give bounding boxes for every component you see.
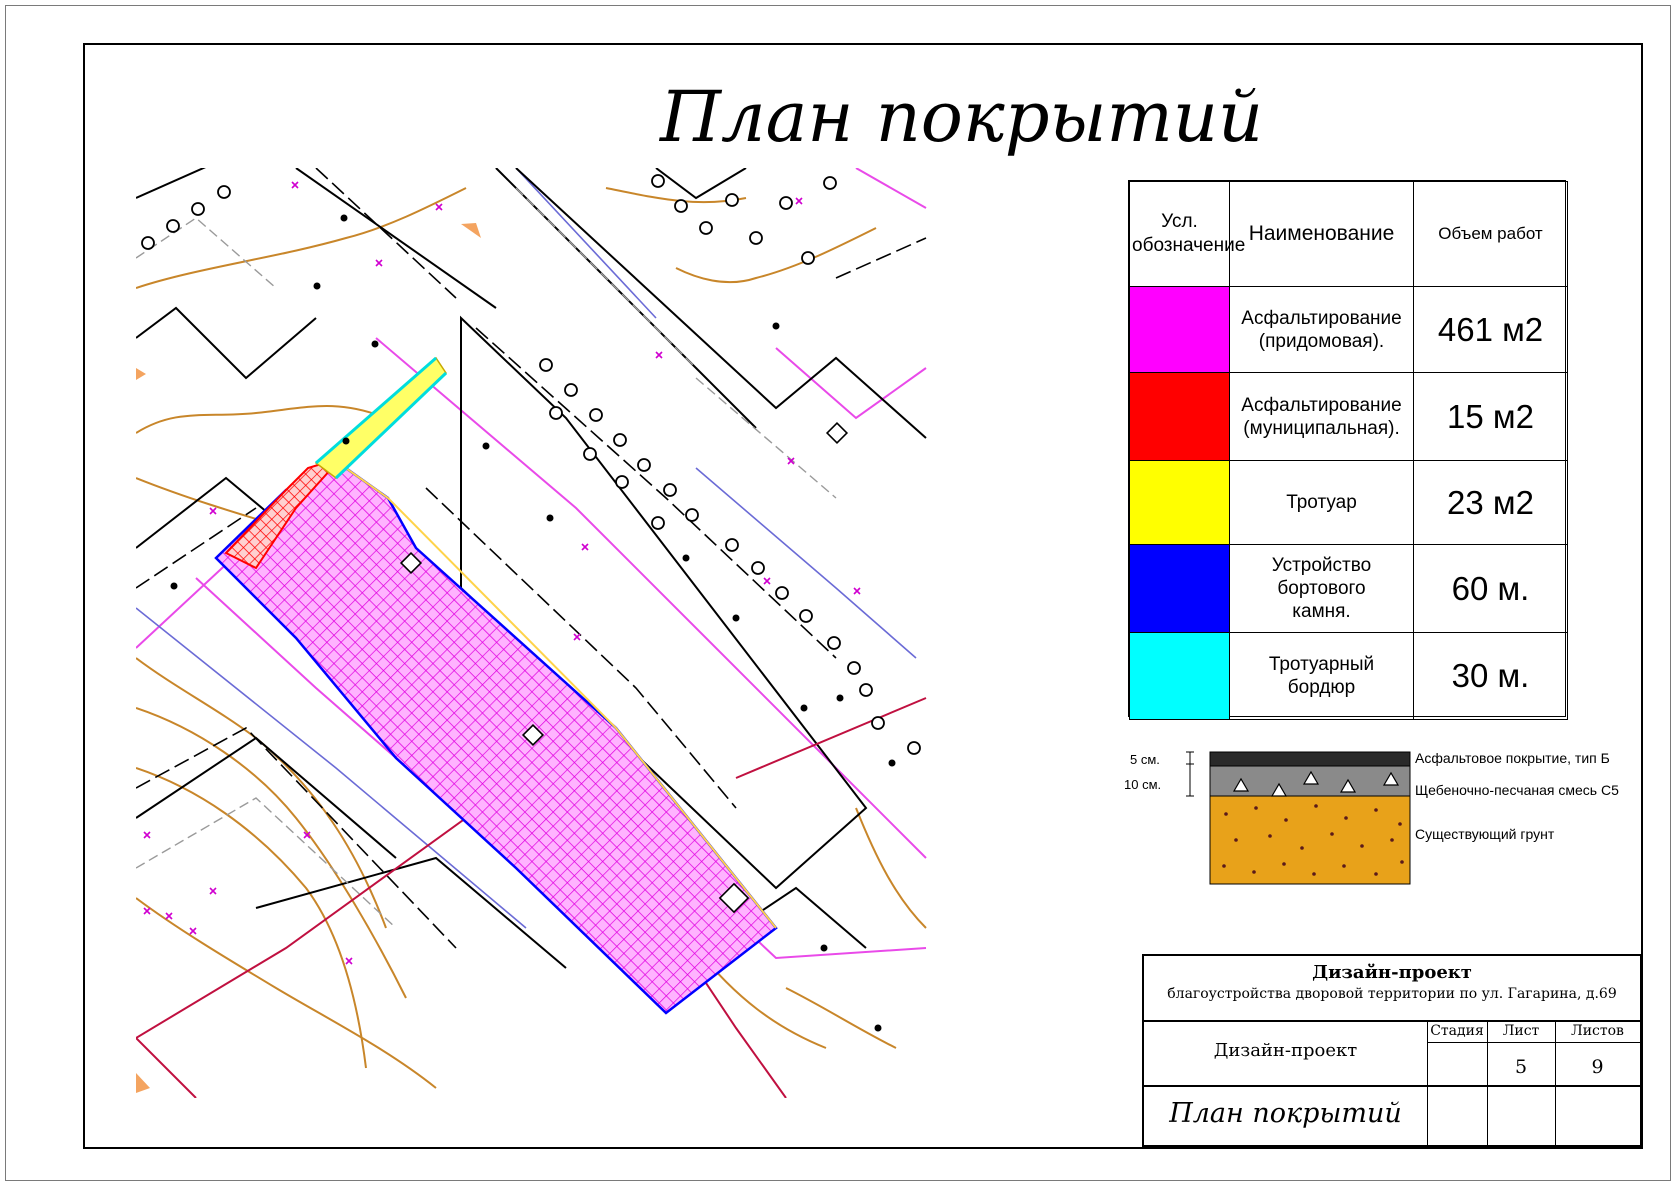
title-block-sheet-value: 5 <box>1514 1056 1528 1078</box>
title-block-sheets-value: 9 <box>1591 1056 1604 1078</box>
layer-label-soil: Существующий грунт <box>1415 826 1555 842</box>
legend-item-volume: 60 м. <box>1414 545 1568 633</box>
legend-item-volume: 23 м2 <box>1414 461 1568 545</box>
title-block-sheets-header: Листов <box>1571 1023 1624 1039</box>
title-block-divider <box>1427 1042 1640 1043</box>
title-block-description: благоустройства дворовой территории по ул. Гагарина, д.69 <box>1167 986 1617 1002</box>
legend-item-name <box>1230 461 1414 545</box>
legend-swatch <box>1130 373 1230 461</box>
legend-item-name <box>1230 633 1414 720</box>
title-block-doc-type: Дизайн-проект <box>1213 1040 1358 1061</box>
legend-item-name-line: (придомовая). <box>1258 330 1385 352</box>
legend-item-name-line: Тротуар <box>1286 492 1357 513</box>
legend-item-name-line: Тротуарный <box>1268 654 1375 675</box>
legend-swatch <box>1130 287 1230 373</box>
legend-header-volume: Объем работ <box>1414 182 1568 287</box>
title-block-divider <box>1144 1085 1640 1087</box>
asphalt-layer <box>1210 752 1410 766</box>
page-title: План покрытий <box>660 76 1264 158</box>
title-block-sheet-header: Лист <box>1502 1023 1540 1039</box>
pavement-cross-section <box>1122 748 1662 894</box>
layer-label-asphalt: Асфальтовое покрытие, тип Б <box>1415 750 1610 766</box>
legend-item-name-line: бордюр <box>1287 677 1356 698</box>
title-block-divider <box>1144 1020 1640 1022</box>
title-block-sheet-name: План покрытий <box>1169 1098 1402 1129</box>
layer-label-gravel: Щебеночно-песчаная смесь С5 <box>1415 782 1619 798</box>
legend-swatch <box>1130 545 1230 633</box>
legend-header-name: Наименование <box>1230 182 1414 287</box>
legend-header-symbol-line1: Усл. <box>1161 211 1198 232</box>
title-block <box>1142 954 1642 1147</box>
legend-item-name-line: Устройство <box>1271 555 1372 576</box>
thickness-bottom-label: 10 см. <box>1124 777 1162 792</box>
legend-item-volume: 15 м2 <box>1414 373 1568 461</box>
legend-item-name <box>1230 373 1414 461</box>
thickness-top-label: 5 см. <box>1130 752 1160 767</box>
legend-item-name <box>1230 287 1414 373</box>
title-block-stage-header: Стадия <box>1430 1023 1484 1039</box>
site-plan-drawing <box>136 168 932 1098</box>
legend-item-volume: 30 м. <box>1414 633 1568 720</box>
legend-swatch <box>1130 633 1230 720</box>
legend-item-name-line: бортового <box>1277 578 1366 599</box>
legend-swatch <box>1130 461 1230 545</box>
legend-header-symbol <box>1130 182 1246 287</box>
soil-layer <box>1210 796 1410 884</box>
legend-header-symbol-line2: обозначение <box>1132 235 1246 256</box>
legend-item-name-line: камня. <box>1292 601 1351 622</box>
legend-item-name-line: Асфальтирование <box>1241 307 1402 329</box>
title-block-project: Дизайн-проект <box>1312 962 1472 983</box>
legend-item-name-line: Асфальтирование <box>1241 394 1402 416</box>
cross-section-layers <box>1186 748 1416 894</box>
legend-item-volume: 461 м2 <box>1414 287 1568 373</box>
legend-item-name <box>1230 545 1414 633</box>
legend-table <box>1128 180 1566 717</box>
legend-item-name-line: (муниципальная). <box>1243 417 1400 439</box>
